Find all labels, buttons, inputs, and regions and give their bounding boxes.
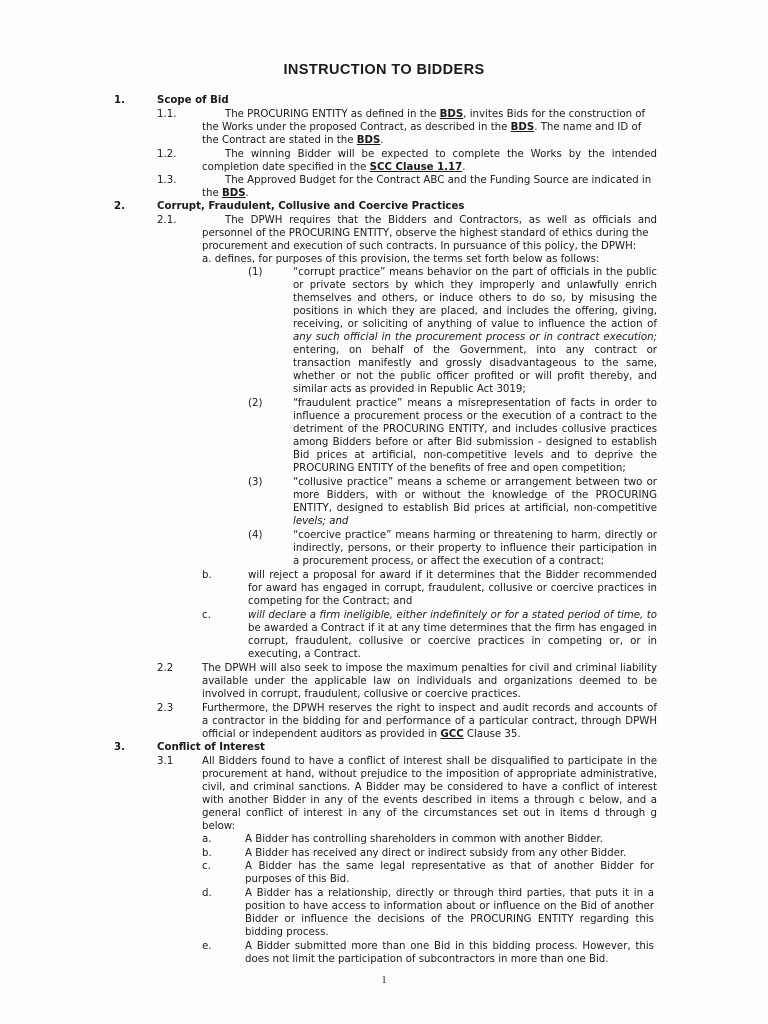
item-2-c-line: corrupt, fraudulent, collusive or coercive practices in competing or, or in (248, 636, 657, 647)
item-3-b-number: b. (202, 848, 212, 859)
clause-2-3-line: Furthermore, the DPWH reserves the right to inspect and audit records and accounts of (202, 703, 657, 714)
item-3-c-line: purposes of this Bid. (245, 874, 350, 885)
clause-3-1-line: civil, and criminal sanctions. A Bidder may be considered to have a conflict of interest (202, 782, 657, 793)
item-2-c-line: executing, a Contract. (248, 649, 361, 660)
clause-2-2-line: involved in corrupt, fraudulent, collusive or coercive practices. (202, 689, 521, 700)
definition-line: influence a procurement process or the execution of a contract to the (293, 411, 657, 422)
section-2-heading: Corrupt, Fraudulent, Collusive and Coercive Practices (157, 201, 465, 212)
clause-3-1-line: below: (202, 821, 236, 832)
clause-2-1-line: procurement and execution of such contracts. In pursuance of this policy, the DPWH: (202, 241, 637, 252)
section-3-number: 3. (114, 742, 125, 753)
item-2-c-line: be awarded a Contract if it at any time determines that the firm has engaged in (248, 623, 657, 634)
clause-2-2-line: The DPWH will also seek to impose the maximum penalties for civil and criminal liability (202, 663, 657, 674)
definition-line: whether or not the public officer profited or will profit thereby, and (293, 371, 657, 382)
definition-line: similar acts as provided in Republic Act 3019; (293, 384, 526, 395)
item-3-a-number: a. (202, 834, 212, 845)
clause-1-1-line: The PROCURING ENTITY as defined in the BDS, invites Bids for the construction of (225, 109, 646, 120)
item-2-b-line: for award has engaged in corrupt, fraudulent, collusive or coercive practices in (248, 583, 657, 594)
clause-1-1-number: 1.1. (157, 109, 177, 120)
clause-3-1-line: All Bidders found to have a conflict of interest shall be disqualified to participate in the (202, 756, 657, 767)
clause-1-1-line: the Contract are stated in the BDS. (202, 135, 384, 146)
definition-line: more Bidders, with or without the knowledge of the PROCURING (293, 490, 657, 501)
page-number: 1 (381, 975, 387, 986)
clause-2-1-line: The DPWH requires that the Bidders and Contractors, as well as officials and (225, 215, 657, 226)
definition-line: “fraudulent practice” means a misrepresentation of facts in order to (293, 398, 657, 409)
definition-line: “collusive practice” means a scheme or arrangement between two or (293, 477, 657, 488)
item-3-d-line: A Bidder has a relationship, directly or through third parties, that puts it in a (245, 888, 654, 899)
definition-line: levels; and (293, 516, 349, 527)
clause-2-3-number: 2.3 (157, 703, 174, 714)
definition-line: “corrupt practice” means behavior on the part of officials in the public (293, 267, 657, 278)
definition-2-number: (2) (248, 398, 263, 409)
clause-2-2-line: available under the applicable law on individuals and organizations deemed to be (202, 676, 657, 687)
clause-2-1-line: personnel of the PROCURING ENTITY, observe the highest standard of ethics during the (202, 228, 649, 239)
clause-1-3-line: The Approved Budget for the Contract ABC and the Funding Source are indicated in (225, 175, 652, 186)
definition-line: themselves and others, or induce others to do so, by misusing the (293, 293, 657, 304)
definition-line: detriment of the PROCURING ENTITY, and includes collusive practices (293, 424, 657, 435)
section-2-number: 2. (114, 201, 125, 212)
definition-3-number: (3) (248, 477, 263, 488)
item-2-b-number: b. (202, 570, 212, 581)
definition-line: transaction manifestly and grossly disadvantageous to the same, (293, 358, 657, 369)
clause-2-2-number: 2.2 (157, 663, 174, 674)
item-3-c-line: A Bidder has the same legal representative as that of another Bidder for (245, 861, 654, 872)
definition-line: ENTITY, designed to establish Bid prices at artificial, non-competitive (293, 503, 657, 514)
clause-1-1-line: the Works under the proposed Contract, as described in the BDS. The name and ID of (202, 122, 642, 133)
clause-3-1-number: 3.1 (157, 756, 174, 767)
item-2-c-number: c. (202, 610, 211, 621)
clause-3-1-line: general conflict of interest in any of the circumstances set out in items d through g (202, 808, 657, 819)
item-3-d-line: Bidder or influence the decisions of the PROCURING ENTITY regarding this (245, 914, 654, 925)
definition-line: any such official in the procurement process or in contract execution; (293, 332, 657, 343)
clause-3-1-line: with another Bidder in any of the events described in items a through c below, and a (202, 795, 657, 806)
section-1-heading: Scope of Bid (157, 95, 229, 106)
definition-line: receiving, or soliciting of anything of value to influence the action of (293, 319, 657, 330)
clause-1-2-number: 1.2. (157, 149, 177, 160)
definition-1-number: (1) (248, 267, 263, 278)
definition-4-number: (4) (248, 530, 263, 541)
item-3-d-number: d. (202, 888, 212, 899)
clause-1-3-number: 1.3. (157, 175, 177, 186)
definition-line: entering, on behalf of the Government, into any contract or (293, 345, 657, 356)
item-3-e-number: e. (202, 941, 212, 952)
section-3-heading: Conflict of Interest (157, 742, 265, 753)
definition-line: indirectly, persons, or their property to influence their participation in (293, 543, 657, 554)
definition-line: or private sectors by which they improperly and unlawfully enrich (293, 280, 657, 291)
definition-line: among Bidders before or after Bid submission - designed to establish (293, 437, 657, 448)
item-3-d-line: bidding process. (245, 927, 329, 938)
clause-1-2-line: The winning Bidder will be expected to complete the Works by the intended (225, 149, 657, 160)
definition-line: PROCURING ENTITY of the benefits of free and open competition; (293, 463, 626, 474)
clause-2-3-line: a contractor in the bidding for and performance of a particular contract, through DPWH (202, 716, 657, 727)
section-1-number: 1. (114, 95, 125, 106)
item-3-e-line: A Bidder submitted more than one Bid in this bidding process. However, this (245, 941, 654, 952)
clause-3-1-line: procurement at hand, without prejudice to the imposition of appropriate administrative, (202, 769, 657, 780)
item-3-c-number: c. (202, 861, 211, 872)
definition-line: “coercive practice” means harming or threatening to harm, directly or (293, 530, 657, 541)
item-2-b-line: competing for the Contract; and (248, 596, 413, 607)
item-3-e-line: does not limit the participation of subcontractors in more than one Bid. (245, 954, 609, 965)
item-3-a-line: A Bidder has controlling shareholders in common with another Bidder. (245, 834, 603, 845)
document-title: INSTRUCTION TO BIDDERS (283, 62, 485, 78)
item-2-b-line: will reject a proposal for award if it determines that the Bidder recommended (248, 570, 657, 581)
definition-line: positions in which they are placed, and includes the offering, giving, (293, 306, 657, 317)
clause-2-1-line: a. defines, for purposes of this provision, the terms set forth below as follows: (202, 254, 600, 265)
clause-2-3-line: official or independent auditors as provided in GCC Clause 35. (202, 729, 521, 740)
clause-2-1-number: 2.1. (157, 215, 177, 226)
definition-line: Bid prices at artificial, non-competitive levels and to deprive the (293, 450, 657, 461)
clause-1-3-line: the BDS. (202, 188, 249, 199)
item-2-c-line: will declare a firm ineligible, either indefinitely or for a stated period of time, to (248, 610, 657, 621)
clause-1-2-line: completion date specified in the SCC Clause 1.17. (202, 162, 466, 173)
definition-line: a procurement process, or affect the execution of a contract; (293, 556, 605, 567)
item-3-d-line: position to have access to information about or influence on the Bid of another (245, 901, 654, 912)
item-3-b-line: A Bidder has received any direct or indirect subsidy from any other Bidder. (245, 848, 627, 859)
